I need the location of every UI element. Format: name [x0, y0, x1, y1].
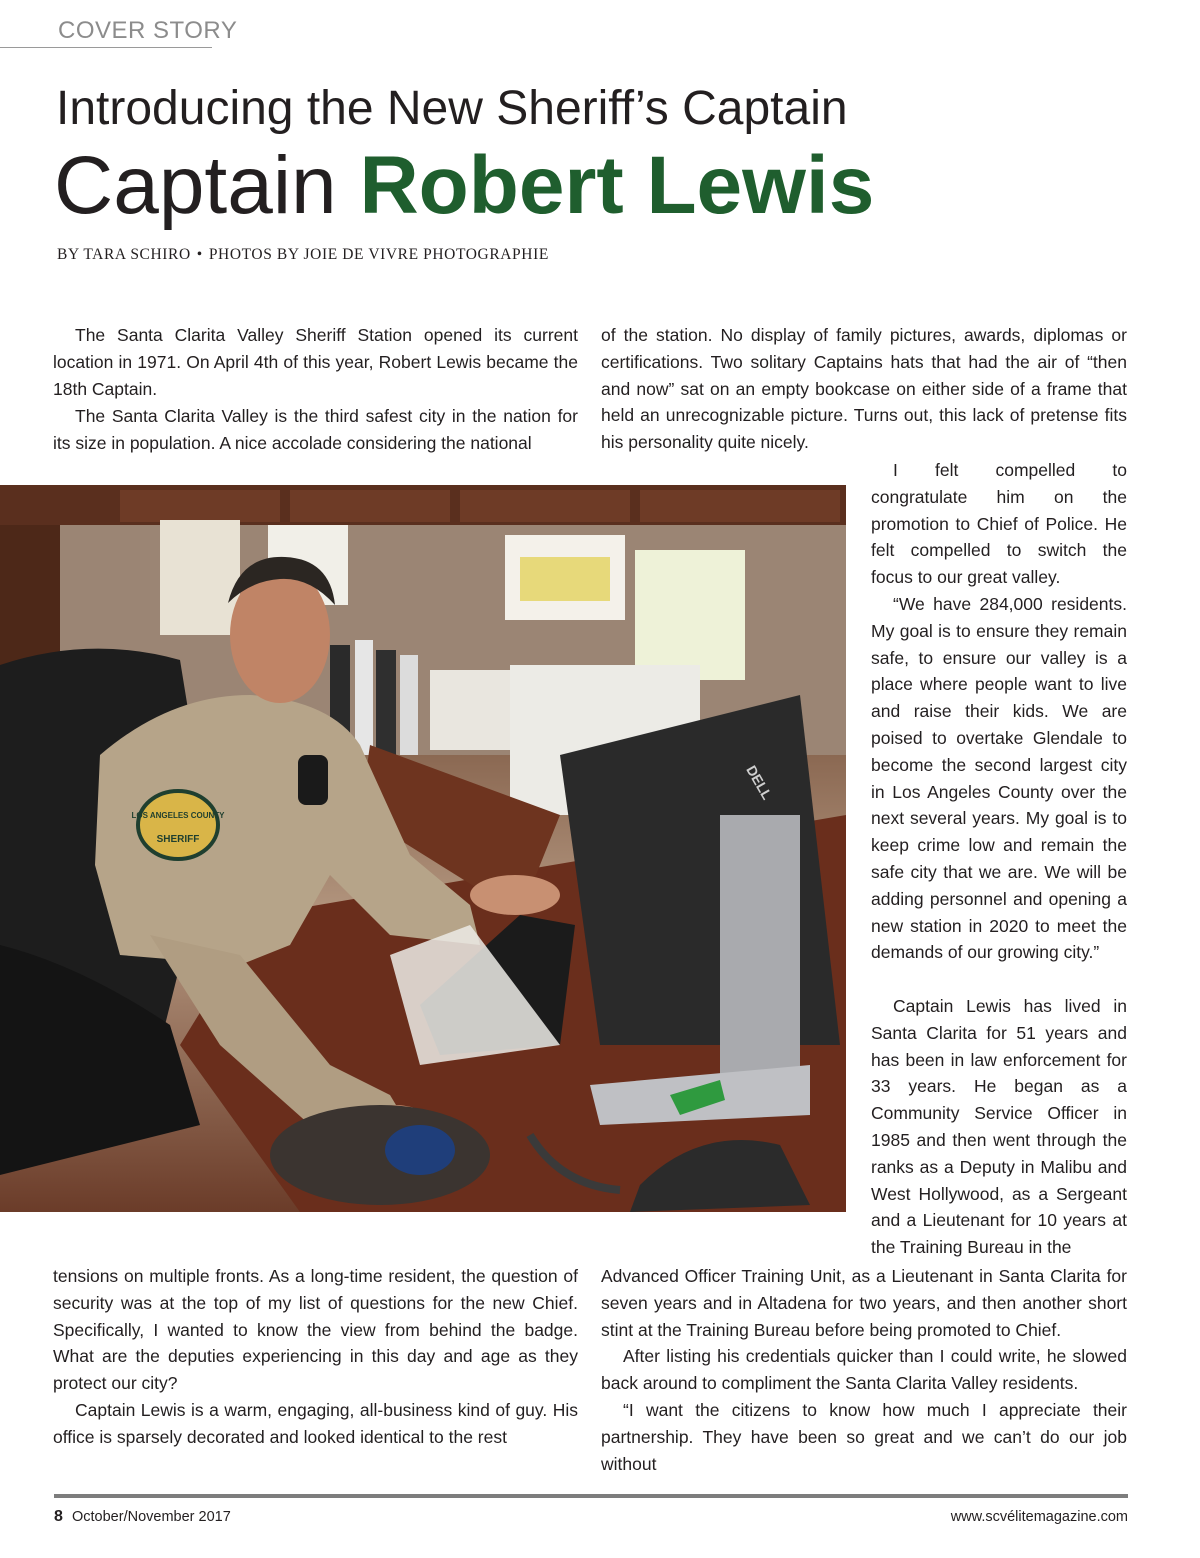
headline-name: Robert Lewis: [359, 140, 875, 231]
website-url: www.scvélitemagazine.com: [950, 1509, 1128, 1525]
cabinet-door: [120, 490, 280, 522]
paragraph-career: Captain Lewis has lived in Santa Clarita for 51 years and has been in law enforcement for 33 years. He began as a Community Service Officer in 1985 and then went through the ranks as a Deputy in Malibu and West Hollywood, as a Sergeant and a Lieutenant for 10 years at the Training Bureau in the: [871, 996, 1127, 1258]
paragraph-congratulate: I felt compelled to congratulate him on the promotion to Chief of Police. He felt compelled to switch the focus to our great valley.: [871, 460, 1127, 588]
paragraph-security-question: tensions on multiple fronts. As a long-time resident, the question of security was at the top of my list of questions for the new Chief. Specifically, I wanted to know the view from behind the badge. What are the deputies experiencing in this day and age as they protect our city?: [53, 1266, 578, 1394]
paragraph-captain-description: Captain Lewis is a warm, engaging, all-business kind of guy. His office is sparsely decorated and looked identical to the rest: [53, 1400, 578, 1447]
paragraph-safest-city: The Santa Clarita Valley is the third safest city in the nation for its size in population. A nice accolade considering the national: [53, 406, 578, 453]
chart-colored-band: [520, 557, 610, 601]
binder: [376, 650, 396, 755]
captain-photo: [0, 485, 846, 1212]
cabinet-door: [460, 490, 630, 522]
paragraph-station-office: of the station. No display of family pictures, awards, diplomas or certifications. Two solitary Captains hats that had the air of “then and now” sat on an empty bookcase on either side of a frame that held an unrecognizable picture. Turns out, this lack of pretense fits his personality quite nicely.: [601, 325, 1127, 453]
headline-prefix: Captain: [54, 140, 337, 231]
monitor-stand: [720, 815, 800, 1095]
article-headline: [54, 136, 874, 236]
paragraph-quote-residents: “We have 284,000 residents. My goal is to ensure they remain safe, to ensure our valley is a place where people want to live and raise their kids. We are poised to overtake Glendale to become the second largest city in Los Angeles County over the next several years. My goal is to keep crime low and remain the safe city that we are. We will be adding personnel and opening a new station in 2020 to meet the demands of our growing city.”: [871, 594, 1127, 963]
monitor-brand: DELL: [743, 762, 776, 803]
sheriff-patch: [138, 791, 218, 859]
patch-text-sheriff: SHERIFF: [156, 834, 200, 845]
paragraph-career-continued: Advanced Officer Training Unit, as a Lieutenant in Santa Clarita for seven years and in Altadena for two years, and then another short stint at the Training Bureau before being promoted to Chief.: [601, 1266, 1127, 1340]
binder: [355, 640, 373, 755]
calendar-poster: [160, 520, 240, 635]
article-kicker: Introducing the New Sheriff’s Captain: [56, 82, 848, 135]
byline-author: BY TARA SCHIRO: [57, 246, 191, 263]
photo-illustration: [0, 485, 846, 1212]
byline: [57, 246, 549, 264]
mouse-pad: [270, 1105, 490, 1205]
paragraph-intro: The Santa Clarita Valley Sheriff Station opened its current location in 1971. On April 4th of this year, Robert Lewis became the 18th Captain.: [53, 325, 578, 399]
hand-on-keyboard: [470, 875, 560, 915]
computer-mouse: [385, 1125, 455, 1175]
byline-separator: •: [196, 246, 203, 263]
shoulder-radio: [298, 755, 328, 805]
paragraph-credentials: After listing his credentials quicker than I could write, he slowed back around to compliment the Santa Clarita Valley residents.: [601, 1346, 1127, 1393]
cabinet-door: [290, 490, 450, 522]
binder: [400, 655, 418, 755]
patch-text-county: LOS ANGELES COUNTY: [131, 811, 225, 820]
footer-rule: [54, 1494, 1128, 1498]
section-label: COVER STORY: [0, 14, 212, 48]
cabinet-door: [640, 490, 840, 522]
page-number: 8: [54, 1508, 63, 1525]
paragraph-quote-citizens: “I want the citizens to know how much I appreciate their partnership. They have been so great and we can’t do our job without: [601, 1400, 1127, 1474]
issue-date: October/November 2017: [72, 1509, 231, 1525]
mission-poster: [635, 550, 745, 680]
byline-photos: PHOTOS BY JOIE DE VIVRE PHOTOGRAPHIE: [208, 246, 549, 263]
